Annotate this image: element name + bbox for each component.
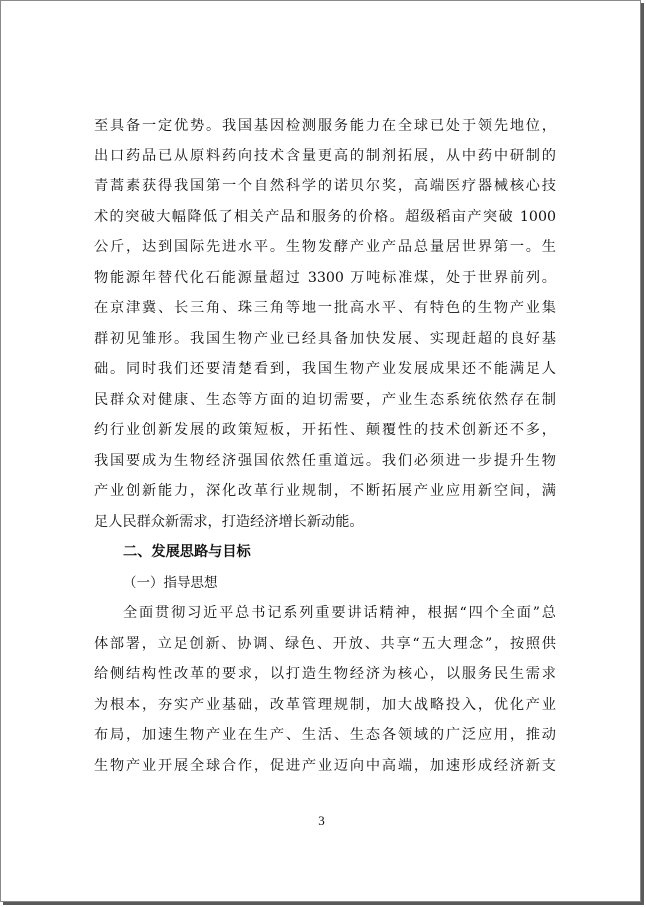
text-line: 产业创新能力，深化改革行业规制，不断拓展产业应用新空间，满 xyxy=(94,483,556,499)
text-line: 础。同时我们还要清楚看到，我国生物产业发展成果还不能满足人 xyxy=(94,361,556,377)
text-line: 为根本，夯实产业基础，改革管理规制，加大战略投入，优化产业 xyxy=(94,697,556,713)
text-line: 给侧结构性改革的要求，以打造生物经济为核心，以服务民生需求 xyxy=(94,666,556,682)
text-line: 群初见雏形。我国生物产业已经具备加快发展、实现赶超的良好基 xyxy=(94,331,556,347)
text-line: 青蒿素获得我国第一个自然科学的诺贝尔奖，高端医疗器械核心技 xyxy=(94,178,556,194)
text-line: 公斤，达到国际先进水平。生物发酵产业产品总量居世界第一。生 xyxy=(94,239,556,255)
section-heading: 二、发展思路与目标 xyxy=(123,544,251,560)
text-line: 术的突破大幅降低了相关产品和服务的价格。超级稻亩产突破 1000 xyxy=(94,209,556,225)
text-line: 约行业创新发展的政策短板，开拓性、颠覆性的技术创新还不多， xyxy=(94,422,556,438)
text-line: 生物产业开展全球合作，促进产业迈向中高端，加速形成经济新支 xyxy=(94,758,556,774)
text-line: 全面贯彻习近平总书记系列重要讲话精神，根据“四个全面”总 xyxy=(123,605,556,621)
text-line: 出口药品已从原料药向技术含量更高的制剂拓展，从中药中研制的 xyxy=(94,148,556,164)
page-number: 3 xyxy=(318,813,325,828)
text-line: 物能源年替代化石能源量超过 3300 万吨标准煤，处于世界前列。 xyxy=(94,270,556,286)
text-line: 至具备一定优势。我国基因检测服务能力在全球已处于领先地位， xyxy=(94,118,556,134)
text-line: 体部署，立足创新、协调、绿色、开放、共享“五大理念”，按照供 xyxy=(94,636,556,652)
subsection-heading: （一）指导思想 xyxy=(123,575,218,591)
text-line: 布局，加速生物产业在生产、生活、生态各领域的广泛应用，推动 xyxy=(94,727,556,743)
text-line: 民群众对健康、生态等方面的迫切需要，产业生态系统依然存在制 xyxy=(94,392,556,408)
text-line: 在京津冀、长三角、珠三角等地一批高水平、有特色的生物产业集 xyxy=(94,300,556,316)
text-line: 足人民群众新需求，打造经济增长新动能。 xyxy=(94,514,364,530)
text-line: 我国要成为生物经济强国依然任重道远。我们必须进一步提升生物 xyxy=(94,453,556,469)
